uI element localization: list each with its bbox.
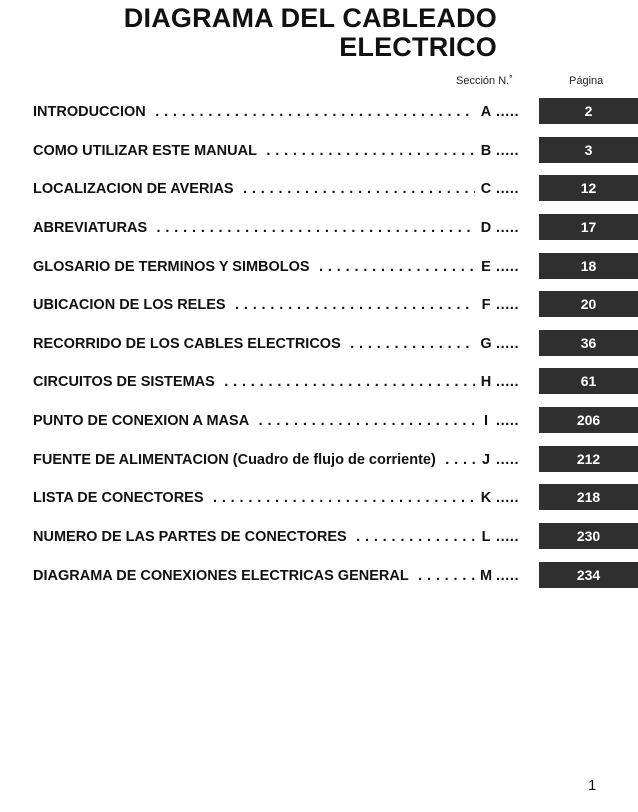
toc-entry-label: ABREVIATURAS . . . <box>33 219 475 237</box>
toc-row-ubicacion-reles[interactable] <box>33 291 638 317</box>
toc-section-dots: ..... <box>496 490 520 506</box>
toc-row-lista-conectores[interactable] <box>33 484 638 510</box>
toc-page-badge: 3 <box>539 137 638 163</box>
toc-page-badge: 12 <box>539 175 638 201</box>
toc-entry-label: DIAGRAMA DE CONEXIONES ELECTRICAS GENERAL . . . <box>33 567 475 585</box>
toc-section-dots: ..... <box>496 220 520 236</box>
toc-section-letter: C <box>480 181 492 197</box>
toc-row-como-utilizar[interactable] <box>33 137 638 163</box>
document-title-line-2: ELECTRICO <box>339 32 497 62</box>
toc-page-badge: 61 <box>539 368 638 394</box>
toc-row-localizacion-averias[interactable] <box>33 175 638 201</box>
toc-page-badge: 18 <box>539 253 638 279</box>
toc-entry-label: RECORRIDO DE LOS CABLES ELECTRICOS . . . <box>33 335 475 353</box>
toc-section-dots: ..... <box>496 374 520 390</box>
toc-entry-label: LOCALIZACION DE AVERIAS . . . <box>33 180 475 198</box>
toc-section-letter: F <box>481 297 491 313</box>
toc-section-dots: ..... <box>496 143 520 159</box>
toc-row-abreviaturas[interactable] <box>33 214 638 240</box>
toc-section-dots: ..... <box>496 568 520 584</box>
toc-row-recorrido-cables[interactable] <box>33 330 638 356</box>
toc-section-letter: A <box>480 104 492 120</box>
toc-section-letter: L <box>481 529 491 545</box>
toc-page-badge: 212 <box>539 446 638 472</box>
toc-section-dots: ..... <box>496 529 520 545</box>
toc-entry-label: UBICACION DE LOS RELES . . . <box>33 296 475 314</box>
toc-section-dots: ..... <box>496 297 520 313</box>
toc-entry-label: FUENTE DE ALIMENTACION (Cuadro de flujo de corriente) . . . <box>33 451 475 469</box>
toc-section-letter: E <box>481 259 491 275</box>
toc-section-dots: ..... <box>496 104 520 120</box>
toc-section-letter: I <box>483 413 489 429</box>
toc-section-letter: M <box>479 568 493 584</box>
toc-entry-label: GLOSARIO DE TERMINOS Y SIMBOLOS . . . <box>33 258 475 276</box>
toc-page-badge: 234 <box>539 562 638 588</box>
toc-section-letter: J <box>481 452 491 468</box>
toc-section-letter: B <box>480 143 492 159</box>
toc-entry-label: PUNTO DE CONEXION A MASA . . . <box>33 412 475 430</box>
toc-entry-label: INTRODUCCION . . . <box>33 103 475 121</box>
toc-entry-label: CIRCUITOS DE SISTEMAS . . . <box>33 373 475 391</box>
toc-section-dots: ..... <box>496 336 520 352</box>
toc-entry-label: LISTA DE CONECTORES . . . <box>33 489 475 507</box>
toc-page-badge: 36 <box>539 330 638 356</box>
toc-row-diagrama-general[interactable] <box>33 562 638 588</box>
toc-page-badge: 206 <box>539 407 638 433</box>
toc-page-badge: 230 <box>539 523 638 549</box>
toc-section-letter: D <box>480 220 492 236</box>
toc-page-badge: 2 <box>539 98 638 124</box>
toc-section-dots: ..... <box>496 259 520 275</box>
section-column-header: Sección N.˚ <box>456 75 513 87</box>
page-number: 1 <box>588 777 597 794</box>
toc-row-numero-partes[interactable] <box>33 523 638 549</box>
toc-section-dots: ..... <box>496 452 520 468</box>
toc-entry-label: NUMERO DE LAS PARTES DE CONECTORES . . . <box>33 528 475 546</box>
page-column-header: Página <box>569 75 604 87</box>
toc-section-letter: H <box>480 374 492 390</box>
toc-row-circuitos-sistemas[interactable] <box>33 368 638 394</box>
toc-section-letter: G <box>480 336 492 352</box>
toc-page-badge: 218 <box>539 484 638 510</box>
toc-page-badge: 17 <box>539 214 638 240</box>
document-title-line-1: DIAGRAMA DEL CABLEADO <box>123 3 497 33</box>
toc-row-conexion-masa[interactable] <box>33 407 638 433</box>
toc-section-letter: K <box>480 490 492 506</box>
toc-row-introduccion[interactable] <box>33 98 638 124</box>
toc-page-badge: 20 <box>539 291 638 317</box>
toc-row-glosario[interactable] <box>33 253 638 279</box>
toc-entry-label: COMO UTILIZAR ESTE MANUAL . . . <box>33 142 475 160</box>
toc-section-dots: ..... <box>496 413 520 429</box>
toc-section-dots: ..... <box>496 181 520 197</box>
toc-row-fuente-alimentacion[interactable] <box>33 446 638 472</box>
